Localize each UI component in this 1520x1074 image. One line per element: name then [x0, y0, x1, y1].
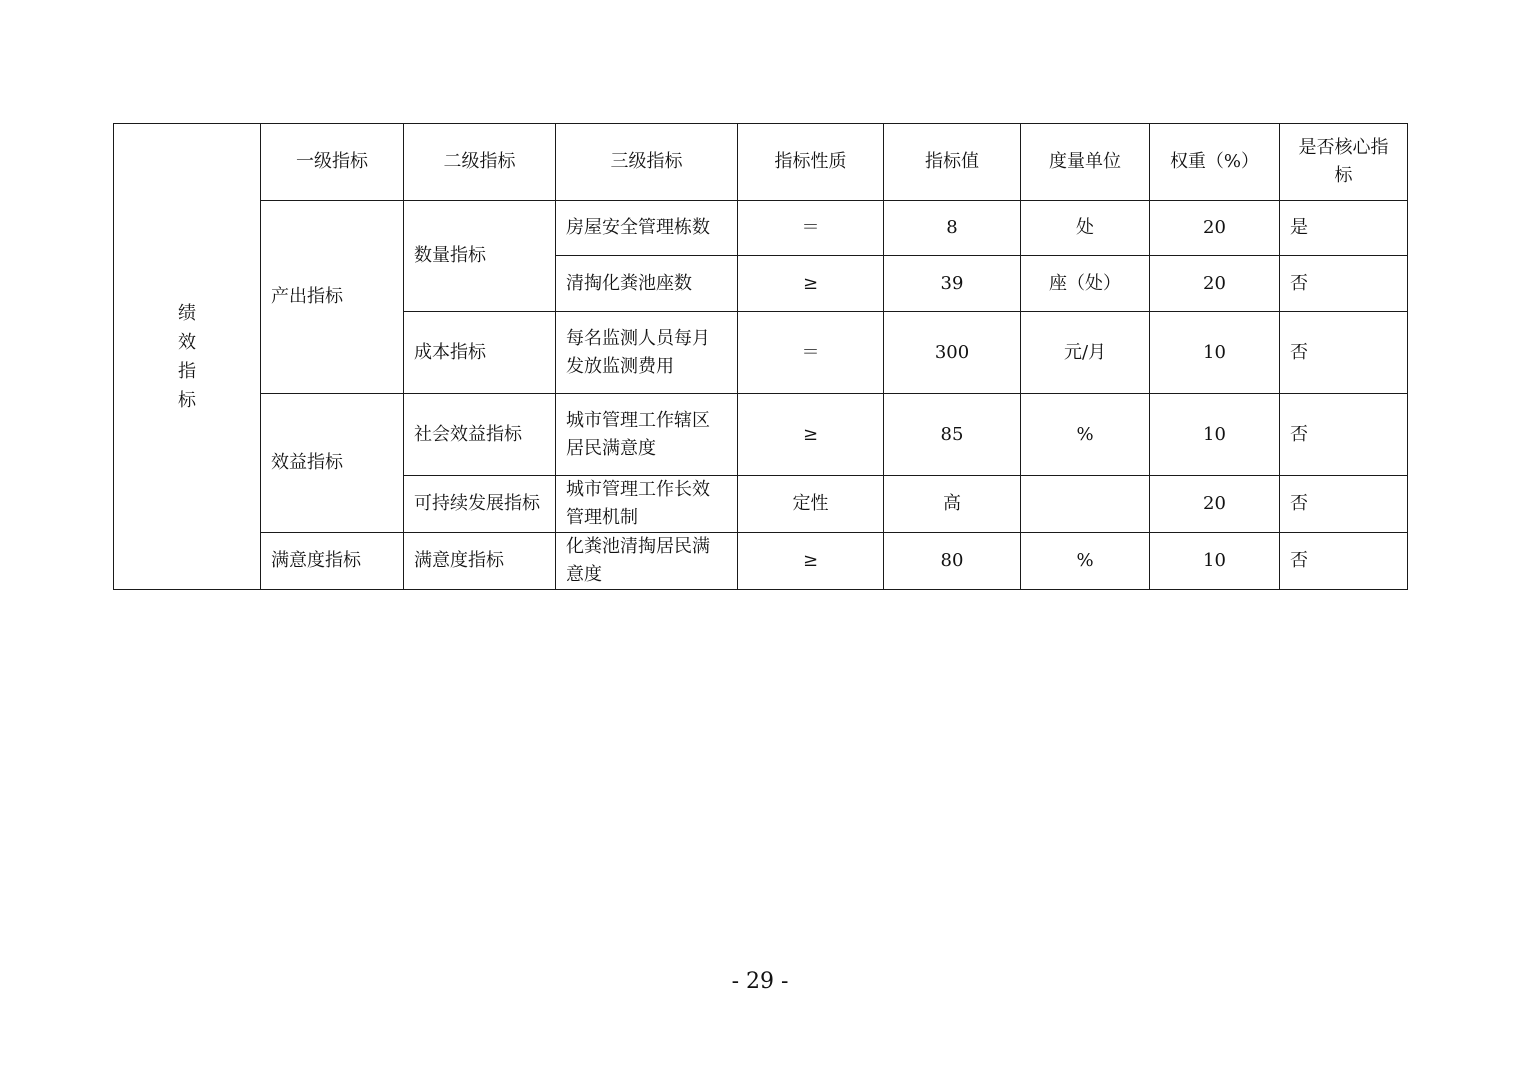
level3-cell: 每名监测人员每月发放监测费用: [556, 312, 738, 394]
header-core: 是否核心指标: [1280, 124, 1408, 201]
header-value: 指标值: [884, 124, 1021, 201]
level2-sustain: 可持续发展指标: [404, 476, 556, 533]
unit-cell: %: [1021, 533, 1150, 590]
value-cell: 80: [884, 533, 1021, 590]
core-cell: 否: [1280, 533, 1408, 590]
unit-cell: [1021, 476, 1150, 533]
weight-cell: 20: [1150, 476, 1280, 533]
level2-satisfaction: 满意度指标: [404, 533, 556, 590]
side-label: 绩效指标: [178, 302, 196, 411]
weight-cell: 10: [1150, 533, 1280, 590]
header-row: [114, 124, 1408, 201]
unit-cell: %: [1021, 394, 1150, 476]
weight-cell: 20: [1150, 256, 1280, 312]
table-row: [114, 533, 1408, 590]
level3-cell: 城市管理工作辖区居民满意度: [556, 394, 738, 476]
page-number: - 29 -: [731, 969, 789, 994]
level1-output: 产出指标: [261, 201, 404, 394]
level2-social: 社会效益指标: [404, 394, 556, 476]
nature-cell: ＝: [738, 312, 884, 394]
nature-cell: ≥: [738, 256, 884, 312]
level1-benefit: 效益指标: [261, 394, 404, 533]
weight-cell: 10: [1150, 312, 1280, 394]
nature-cell: 定性: [738, 476, 884, 533]
performance-indicator-table: [113, 123, 1408, 590]
side-label-cell: [114, 124, 261, 590]
table-row: [114, 394, 1408, 476]
level3-cell: 城市管理工作长效管理机制: [556, 476, 738, 533]
nature-cell: ≥: [738, 533, 884, 590]
header-level2: 二级指标: [404, 124, 556, 201]
level1-satisfaction: 满意度指标: [261, 533, 404, 590]
header-weight: 权重（%）: [1150, 124, 1280, 201]
unit-cell: 座（处）: [1021, 256, 1150, 312]
core-cell: 否: [1280, 256, 1408, 312]
header-unit: 度量单位: [1021, 124, 1150, 201]
level3-cell: 房屋安全管理栋数: [556, 201, 738, 256]
core-cell: 否: [1280, 394, 1408, 476]
unit-cell: 元/月: [1021, 312, 1150, 394]
value-cell: 85: [884, 394, 1021, 476]
header-level3: 三级指标: [556, 124, 738, 201]
level3-cell: 化粪池清掏居民满意度: [556, 533, 738, 590]
core-cell: 是: [1280, 201, 1408, 256]
weight-cell: 10: [1150, 394, 1280, 476]
header-level1: 一级指标: [261, 124, 404, 201]
nature-cell: ≥: [738, 394, 884, 476]
level2-quantity: 数量指标: [404, 201, 556, 312]
level3-cell: 清掏化粪池座数: [556, 256, 738, 312]
value-cell: 高: [884, 476, 1021, 533]
table-row: [114, 201, 1408, 256]
core-cell: 否: [1280, 312, 1408, 394]
nature-cell: ＝: [738, 201, 884, 256]
core-cell: 否: [1280, 476, 1408, 533]
value-cell: 300: [884, 312, 1021, 394]
header-nature: 指标性质: [738, 124, 884, 201]
level2-cost: 成本指标: [404, 312, 556, 394]
weight-cell: 20: [1150, 201, 1280, 256]
unit-cell: 处: [1021, 201, 1150, 256]
value-cell: 8: [884, 201, 1021, 256]
value-cell: 39: [884, 256, 1021, 312]
